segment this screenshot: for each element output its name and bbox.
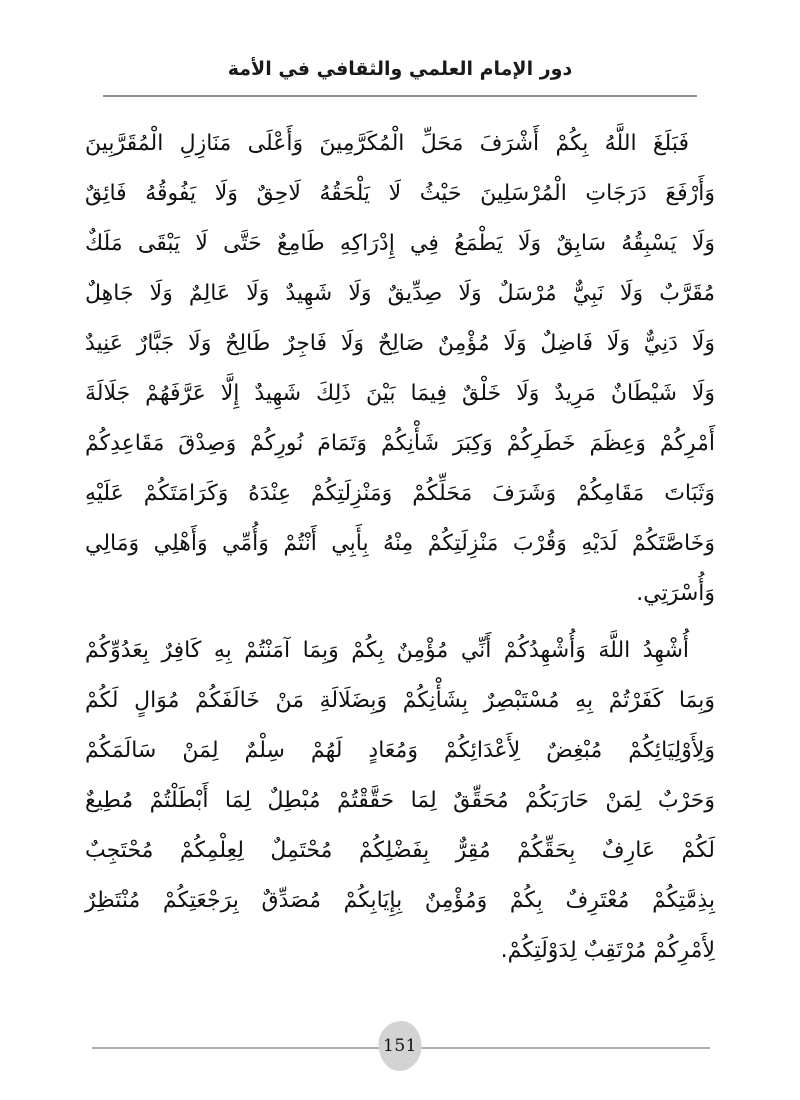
page-number: 151 [383,1036,417,1056]
body-text-line: وَلَا دَنِيٌّ وَلَا فَاضِلٌ وَلَا مُؤْمِنٌ صَالِحٌ وَلَا فَاجِرٌ طَالِحٌ وَلَا جَبَّارٌ عَنِيدٌ [85,331,715,356]
header-divider [103,95,697,97]
paragraph-2 [85,626,715,976]
body-text-line: وَحَرْبٌ لِمَنْ حَارَبَكُمْ مُحَقِّقٌ لِمَا حَقَّقْتُمْ مُبْطِلٌ لِمَا أَبْطَلْتُمْ مُطِيعٌ [85,788,715,813]
body-text-line: أُشْهِدُ اللَّهَ وَأُشْهِدُكُمْ أَنِّي مُؤْمِنٌ بِكُمْ وَبِمَا آمَنْتُمْ بِهِ كَافِرٌ بِعَدُوِّكُمْ [85,638,689,663]
body-text-line: وَلَا يَسْبِقُهُ سَابِقٌ وَلَا يَطْمَعُ فِي إِدْرَاكِهِ طَامِعٌ حَتَّى لَا يَبْقَى مَلَكٌ [85,231,715,256]
body-text-line: وَأُسْرَتِي. [636,581,715,606]
body-text-line: لِأَمْرِكُمْ مُرْتَقِبٌ لِدَوْلَتِكُمْ. [500,938,715,963]
body-text-line: وَأَرْفَعَ دَرَجَاتِ الْمُرْسَلِينَ حَيْثُ لَا يَلْحَقُهُ لَاحِقٌ وَلَا يَفُوقُهُ فَائِقٌ [85,181,715,206]
body-text-line: وَلَا شَيْطَانٌ مَرِيدٌ وَلَا خَلْقٌ فِيمَا بَيْنَ ذَلِكَ شَهِيدٌ إِلَّا عَرَّفَهُمْ جَلَالَةَ [85,381,715,406]
page-number-badge [379,1021,422,1071]
body-text-line: وَثَبَاتَ مَقَامِكُمْ وَشَرَفَ مَحَلِّكُمْ وَمَنْزِلَتِكُمْ عِنْدَهُ وَكَرَامَتَكُمْ عَلَيْهِ [85,481,715,506]
body-text-line: فَبَلَغَ اللَّهُ بِكُمْ أَشْرَفَ مَحَلِّ الْمُكَرَّمِينَ وَأَعْلَى مَنَازِلِ الْمُقَرَّبِينَ [85,131,689,156]
body-text-line: بِذِمَّتِكُمْ مُعْتَرِفٌ بِكُمْ وَمُؤْمِنٌ بِإِيَابِكُمْ مُصَدِّقٌ بِرَجْعَتِكُمْ مُنْتَظِرٌ [85,888,715,913]
body-text-line: أَمْرِكُمْ وَعِظَمَ خَطَرِكُمْ وَكِبَرَ شَأْنِكُمْ وَتَمَامَ نُورِكُمْ وَصِدْقَ مَقَاعِدِكُمْ [85,431,715,456]
body-text-line: وَلِأَوْلِيَائِكُمْ مُبْغِضٌ لِأَعْدَائِكُمْ وَمُعَادٍ لَهُمْ سِلْمٌ لِمَنْ سَالَمَكُمْ [85,738,715,763]
page-header-title: دور الإمام العلمي والثقافي في الأمة [227,58,573,80]
page-header [0,0,800,97]
body-text-line: وَخَاصَّتَكُمْ لَدَيْهِ وَقُرْبَ مَنْزِلَتِكُمْ مِنْهُ بِأَبِي أَنْتُمْ وَأُمِّي وَأَهْلِي وَمَالِي [85,531,715,556]
body-text-line: مُقَرَّبٌ وَلَا نَبِيٌّ مُرْسَلٌ وَلَا صِدِّيقٌ وَلَا شَهِيدٌ وَلَا عَالِمٌ وَلَا جَاهِلٌ [85,281,715,306]
paragraph-1 [85,119,715,619]
body-text [85,119,715,976]
body-text-line: وَبِمَا كَفَرْتُمْ بِهِ مُسْتَبْصِرٌ بِشَأْنِكُمْ وَبِضَلَالَةِ مَنْ خَالَفَكُمْ مُوَالٍ لَكُمْ [85,688,715,713]
body-text-line: لَكُمْ عَارِفٌ بِحَقِّكُمْ مُقِرٌّ بِفَضْلِكُمْ مُحْتَمِلٌ لِعِلْمِكُمْ مُحْتَجِبٌ [85,838,715,863]
